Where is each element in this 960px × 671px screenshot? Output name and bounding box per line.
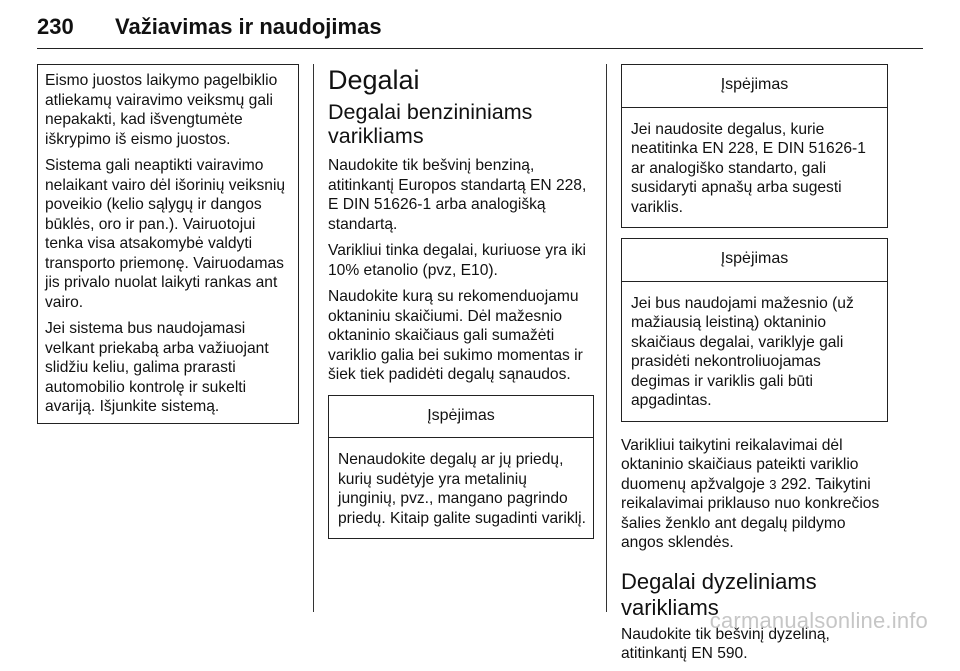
column-divider-2 (606, 64, 607, 612)
info-paragraph-1: Eismo juostos laikymo pagelbiklio atliekamų vairavimo veiksmų gali nepakakti, kad išvengtumėte iškrypimo iš eismo juostos. (45, 72, 278, 148)
diesel-paragraph: Naudokite tik bešvinį dyzeliną, atitinkantį EN 590. (621, 625, 830, 662)
warning-text: Jei bus naudojami mažesnio (už mažiausią leistiną) oktaninio skaičiaus degalai, variklyje gali prasidėti nekontroliuojamas degimas ir variklis gali būti apgadintas. (631, 294, 854, 409)
octane-requirements-paragraph (621, 436, 888, 553)
warning-text: Jei naudosite degalus, kurie neatitinka EN 228, E DIN 51626-1 ar analogiško standarto, gali susidaryti apnašų arba sugesti variklis. (631, 120, 866, 216)
warning-box-additives (328, 395, 594, 540)
warning-box-standard (621, 64, 888, 228)
column-divider-1 (313, 64, 314, 612)
petrol-paragraph-2: Varikliui tinka degalai, kuriuose yra iki 10% etanolio (pvz, E10). (328, 242, 586, 279)
octane-text-after: 292. Taikytini reikalavimai priklauso nuo konkrečios šalies ženklo ant degalų pildymo angos sklendės. (621, 475, 880, 551)
warning-title: Įspėjimas (622, 239, 887, 282)
octane-text-before: Varikliui taikytini reikalavimai dėl oktaninio skaičiaus pateikti variklio duomenų apžvalgoje (621, 436, 859, 493)
section-heading-fuel: Degalai (328, 65, 420, 95)
subheading-diesel-engines: Degalai dyzeliniams varikliams (621, 568, 817, 620)
watermark: carmanualsonline.info (709, 608, 928, 633)
info-paragraph-2: Sistema gali neaptikti vairavimo nelaikant vairo dėl išorinių veiksnių poveikio (kelio sąlygų ir dangos būklės, oro ir pan.). Vairuotojui tenka visa atsakomybė valdyti transporto priemonę. Vairuodamas jis privalo nuolat laikyti rankas ant vairo. (45, 157, 286, 311)
column-3 (621, 64, 888, 671)
page-number: 230 (37, 14, 74, 39)
warning-title: Įspėjimas (329, 396, 593, 439)
warning-box-octane (621, 238, 888, 422)
page-header (37, 14, 923, 49)
warning-title: Įspėjimas (622, 65, 887, 108)
chapter-title: Važiavimas ir naudojimas (115, 14, 382, 39)
column-1 (37, 64, 299, 424)
page-reference-icon: 3 (769, 476, 777, 492)
petrol-paragraph-3: Naudokite kurą su rekomenduojamu oktaniniu skaičiumi. Dėl mažesnio oktaninio skaičiaus gali sumažėti variklio galia bei sukimo momentas ir šiek tiek padidėti degalų sąnaudos. (328, 288, 583, 383)
column-2 (328, 64, 594, 549)
info-paragraph-3: Jei sistema bus naudojamasi velkant priekabą arba važiuojant slidžiu keliu, galima prarasti automobilio kontrolę ir sukelti avariją. Išjunkite sistemą. (45, 320, 269, 415)
warning-text: Nenaudokite degalų ar jų priedų, kurių sudėtyje yra metalinių junginių, pvz., mangano pagrindo priedų. Kitaip galite sugadinti variklį. (338, 451, 586, 527)
petrol-paragraph-1: Naudokite tik bešvinį benziną, atitinkantį Europos standartą EN 228, E DIN 51626-1 arba analogišką standartą. (328, 157, 587, 233)
lane-assist-info-box (37, 64, 299, 424)
subheading-petrol-engines: Degalai benzininiams varikliams (328, 100, 533, 148)
